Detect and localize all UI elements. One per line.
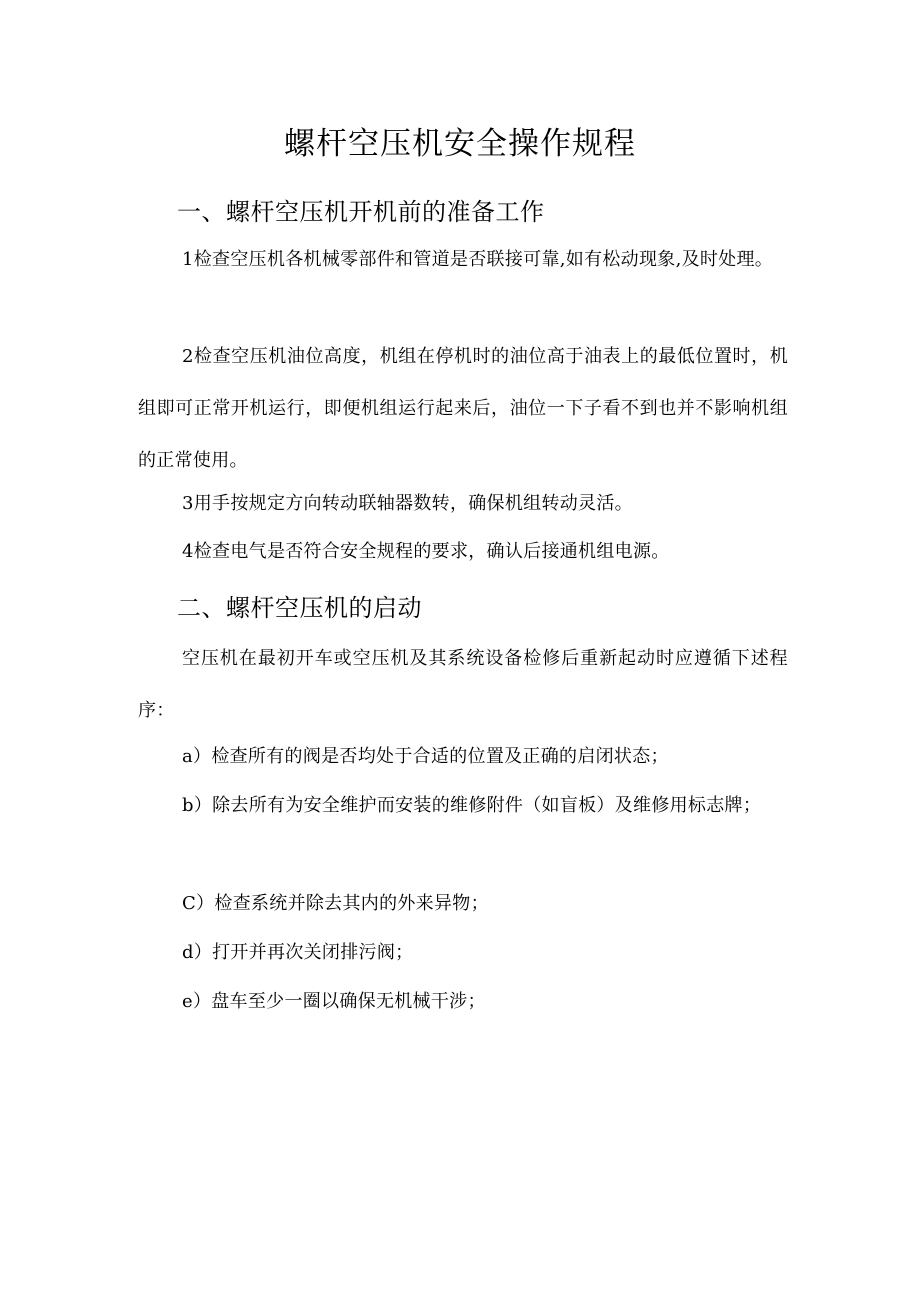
paragraph-3: 3用手按规定方向转动联轴器数转，确保机组转动灵活。: [182, 493, 633, 514]
list-item-c: C）检查系统并除去其内的外来异物；: [182, 893, 489, 914]
section-heading-preparation: 一、螺杆空压机开机前的准备工作: [177, 198, 545, 226]
list-item-e: e）盘车至少一圈以确保无机械干涉；: [182, 991, 486, 1012]
list-item-a: a）检查所有的阀是否均处于合适的位置及正确的启闭状态；: [182, 746, 669, 767]
list-item-d: d）打开并再次关闭排污阀；: [182, 942, 414, 963]
section-heading-startup: 二、螺杆空压机的启动: [177, 594, 422, 622]
paragraph-4: 4检查电气是否符合安全规程的要求，确认后接通机组电源。: [182, 541, 670, 562]
list-item-b: b）除去所有为安全维护而安装的维修附件（如盲板）及维修用标志牌；: [182, 795, 762, 816]
document-title: 螺杆空压机安全操作规程: [284, 126, 636, 162]
paragraph-2: 2检查空压机油位高度，机组在停机时的油位高于油表上的最低位置时，机组即可正常开机运行，即便机组运行起来后，油位一下子看不到也并不影响机组的正常使用。: [138, 346, 788, 471]
paragraph-1: 1检查空压机各机械零部件和管道是否联接可靠,如有松动现象,及时处理。: [182, 249, 774, 270]
startup-intro-paragraph: 空压机在最初开车或空压机及其系统设备检修后重新起动时应遵循下述程序：: [138, 648, 788, 721]
